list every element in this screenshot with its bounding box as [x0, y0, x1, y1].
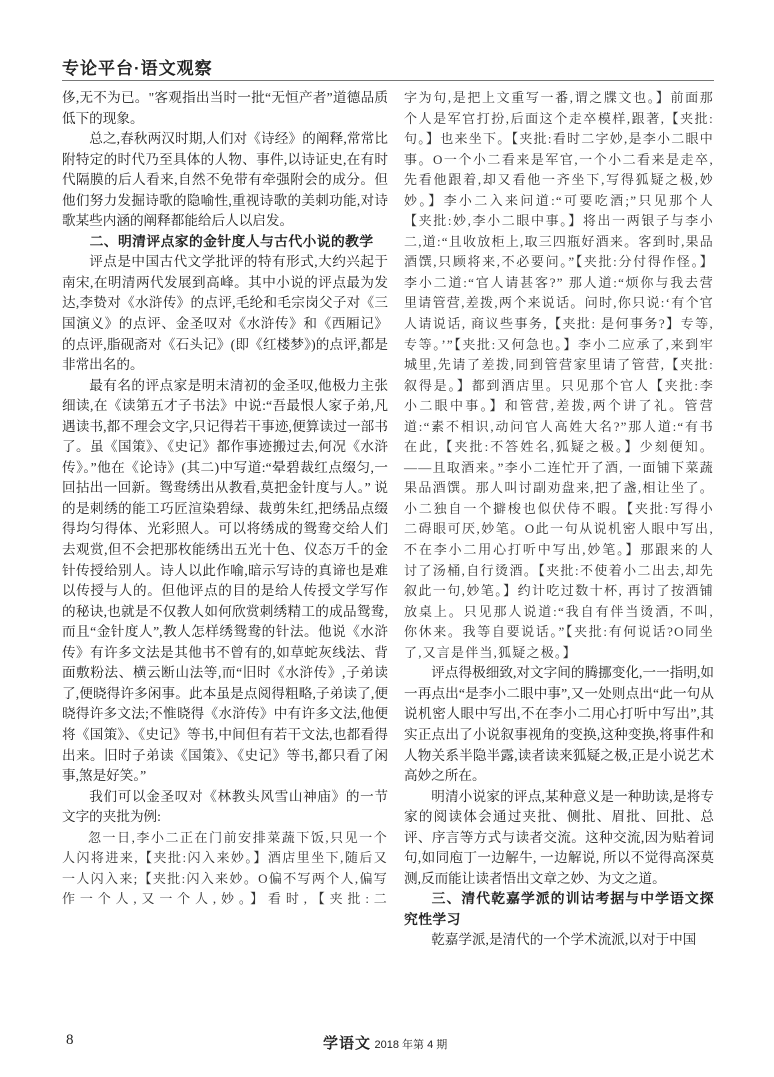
header-divider [62, 80, 714, 81]
paragraph: 评点得极细致,对文字间的腾挪变化,一一指明,如一再点出“是李小二眼中事”,又一处则点出“此一句从说机密人眼中写出,不在李小二用心打听中写出”,其实正点出了小说叙事视角的变换,这种变换,将事件和人物关系半隐半露,读者读来狐疑之极,正是小说艺术高妙之所在。 [404, 665, 714, 784]
paragraph: 乾嘉学派,是清代的一个学术流派,以对于中国 [431, 932, 697, 948]
paragraph: 评点是中国古代文学批评的特有形式,大约兴起于南宋,在明清两代发展到高峰。其中小说的评点最为发达,李贽对《水浒传》的点评,毛纶和毛宗岗父子对《三国演义》的点评、金圣叹对《水浒传》和《西厢记》的点评,脂砚斋对《石头记》(即《红楼梦》)的点评,都是非常出名的。 [62, 254, 388, 373]
page-number: 8 [66, 1032, 74, 1048]
quoted-excerpt-continued: 字为句,是把上文重写一番,谓之牒文也。】前面那个人是军官打扮,后面这个走卒模样,跟著,【夹批:句。】也来坐下。【夹批:看时二字妙,是李小二眼中事。O一个小二看来是军官,一个小二看来是走卒,先看他跟着,却又看他一齐坐下,写得狐疑之极,妙妙。】李小二入来问道:“可要吃酒;”只见那个人【夹批:妙,李小二眼中事。】将出一两银子与李小二,道:“且收放柜上,取三四瓶好酒来。客到时,果品酒馔,只顾将来,不必要问。”【夹批:分付得作怪。】李小二道:“官人请甚客?” 那人道:“烦你与我去营里请管营,差拨,两个来说话。问时,你只说:‘有个官人请说话, 商议些事务,【夹批: 是何事务?】专等,专等。’”【夹批:又何急也。】李小二应承了,来到牢城里,先请了差拨,同到管营家里请了管营,【夹批:叙得是。】都到酒店里。只见那个官人【夹批:李小二眼中事。】和管营,差拨,两个讲了礼。管营道:“素不相识,动问官人高姓大名?”那人道:“有书在此,【夹批:不答姓名,狐疑之极。】少刻便知。——且取酒来。”李小二连忙开了酒, 一面铺下菜蔬果品酒馔。那人叫讨副劝盘来,把了盏,相让坐了。小二独自一个擗梭也似伏侍不暇。【夹批:写得小二碍眼可厌,妙笔。O此一句从说机密人眼中写出,不在李小二用心打听中写出,妙笔。】那跟来的人讨了汤桶,自行烫酒。【夹批:不使着小二出去,却先叙此一句,妙笔。】约计吃过数十杯, 再讨了按酒铺放桌上。只见那人说道:“我自有伴当烫酒, 不叫, 你休来。我等自要说话。”【夹批:有何说话?O同坐了,又言是伴当,狐疑之极。】 [404, 90, 714, 660]
section-heading: 二、明清评点家的金针度人与古代小说的教学 [89, 233, 374, 249]
left-column [62, 88, 388, 910]
journal-name: 学语文 [323, 1036, 372, 1052]
paragraph: 总之,春秋两汉时期,人们对《诗经》的阐释,常常比附特定的时代乃至具体的人物、事件,以诗证史,在有时代隔膜的后人看来,自然不免带有牵强附会的成分。但他们努力发掘诗歌的隐喻性,重视诗歌的美刺功能,对诗歌某些内涵的阐释都能给后人以启发。 [62, 131, 388, 229]
quoted-excerpt: 忽一日,李小二正在门前安排菜蔬下饭,只见一个人闪将进来,【夹批:闪入来妙。】酒店里坐下,随后又一人闪入来;【夹批:闪入来妙。O偏不写两个人,偏写作一个人,又一个人,妙。】看时,【夹批:二 [62, 829, 388, 907]
right-column [404, 88, 714, 951]
section-title: 专论平台·语文观察 [62, 59, 213, 78]
paragraph: 明清小说家的评点,某种意义是一种助读,是将专家的阅读体会通过夹批、侧批、眉批、回批、总评、序言等方式与读者交流。这种交流,因为贴着词句,如同庖丁一边解牛, 一边解说, 所以不觉得高深莫测,反而能让读者悟出文章之妙、为文之道。 [404, 788, 714, 886]
journal-issue: 2018 年第 4 期 [374, 1039, 448, 1051]
paragraph: 侈,无不为已。"客观指出当时一批“无恒产者”道德品质低下的现象。 [62, 90, 388, 126]
journal-footer [323, 1032, 447, 1053]
section-heading: 三、清代乾嘉学派的训诂考据与中学语文探究性学习 [404, 891, 714, 927]
paragraph: 我们可以金圣叹对《林教头风雪山神庙》的一节文字的夹批为例: [62, 788, 388, 825]
paragraph: 最有名的评点家是明末清初的金圣叹,他极力主张细读,在《读第五才子书法》中说:“吾最恨人家子弟,凡遇读书,都不理会文字,只记得若干事迹,便算读过一部书了。虽《国策》、《史记》都作事迹搬过去,何况《水浒传》。”他在《论诗》(其二)中写道:“晕碧裁红点缀匀,一回拈出一回新。鸳鸯绣出从教看,莫把金针度与人。” 说的是刺绣的能工巧匠渲染碧绿、裁剪朱红,把绣品点缀得均匀得体、光彩照人。可以将绣成的鸳鸯交给人们去观赏,但不会把那枚能绣出五光十色、仪态万千的金针传授给别人。诗人以此作喻,暗示写诗的真谛也是难以传授与人的。但他评点的目的是给人传授文学写作的秘诀,也就是不仅教人如何欣赏刺绣精工的成品鸳鸯,而且“金针度人”,教人怎样绣鸳鸯的针法。他说《水浒传》有许多文法是其他书不曾有的,如草蛇灰线法、背面敷粉法、横云断山法等,而“旧时《水浒传》,子弟读了,便晓得许多闲事。此本虽是点阅得粗略,子弟读了,便晓得许多文法;不惟晓得《水浒传》中有许多文法,他便将《国策》、《史记》等书,中间但有若干文法,也都看得出来。旧时子弟读《国策》、《史记》等书,都只看了闲事,煞是好笑。” [62, 377, 388, 784]
